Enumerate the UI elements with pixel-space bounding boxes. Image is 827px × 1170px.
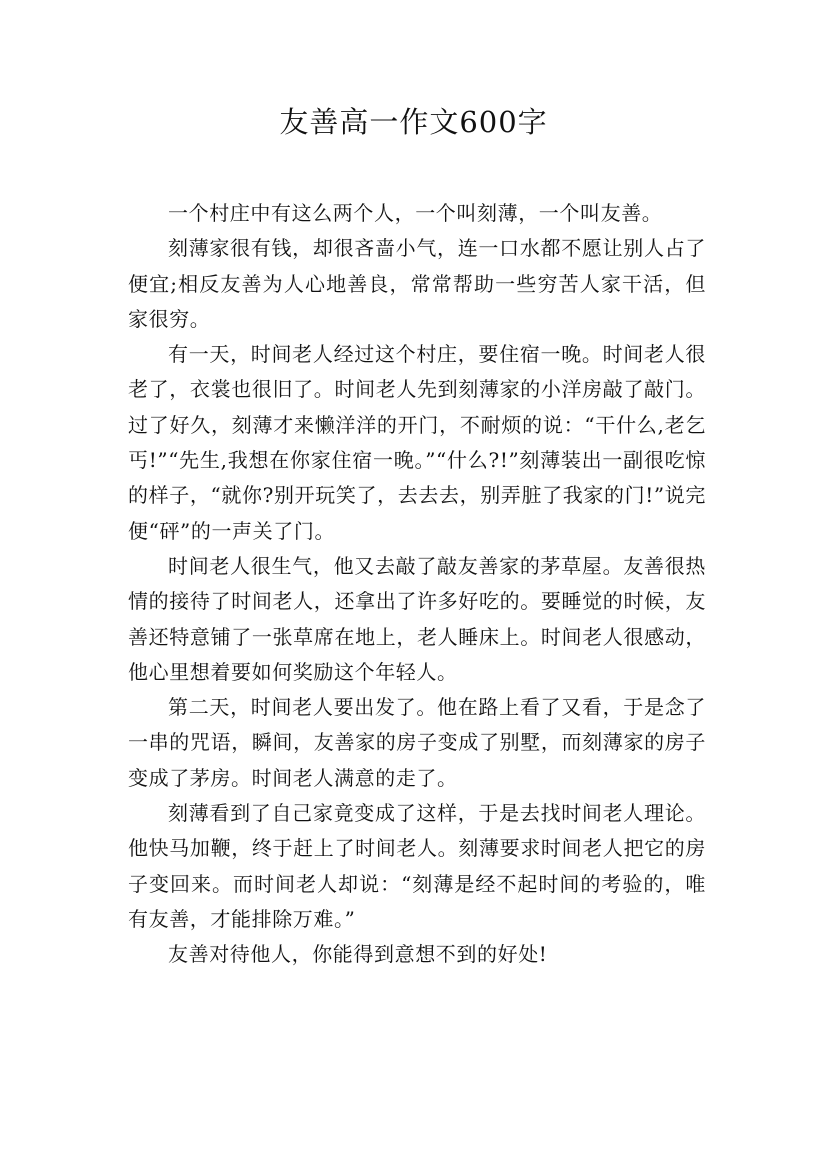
paragraph-5: 第二天，时间老人要出发了。他在路上看了又看，于是念了一串的咒语，瞬间，友善家的房子变成了别墅，而刻薄家的房子变成了茅房。时间老人满意的走了。 [128,695,706,790]
paragraph-2: 刻薄家很有钱，却很吝啬小气，连一口水都不愿让别人占了便宜;相反友善为人心地善良，常常帮助一些穷苦人家干活，但家很穷。 [128,236,706,331]
paragraph-1: 一个村庄中有这么两个人，一个叫刻薄，一个叫友善。 [168,201,663,225]
document-title: 友善高一作文600字 [279,105,548,139]
paragraph-6: 刻薄看到了自己家竟变成了这样，于是去找时间老人理论。他快马加鞭，终于赶上了时间老人。刻薄要求时间老人把它的房子变回来。而时间老人却说：“刻薄是经不起时间的考验的，唯有友善，才能排除万难。” [128,801,706,931]
paragraph-3: 有一天，时间老人经过这个村庄，要住宿一晚。时间老人很老了，衣裳也很旧了。时间老人先到刻薄家的小洋房敲了敲门。过了好久，刻薄才来懒洋洋的开门，不耐烦的说：“干什么,老乞丐!”“先生,我想在你家住宿一晚。”“什么?!”刻薄装出一副很吃惊的样子，“就你?别开玩笑了，去去去，别弄脏了我家的门!”说完便“砰”的一声关了门。 [128,342,706,543]
document-body [128,196,706,973]
paragraph-7: 友善对待他人，你能得到意想不到的好处! [168,942,548,967]
paragraph-4: 时间老人很生气，他又去敲了敲友善家的茅草屋。友善很热情的接待了时间老人，还拿出了许多好吃的。要睡觉的时候，友善还特意铺了一张草席在地上，老人睡床上。时间老人很感动，他心里想着要如何奖励这个年轻人。 [128,553,706,684]
